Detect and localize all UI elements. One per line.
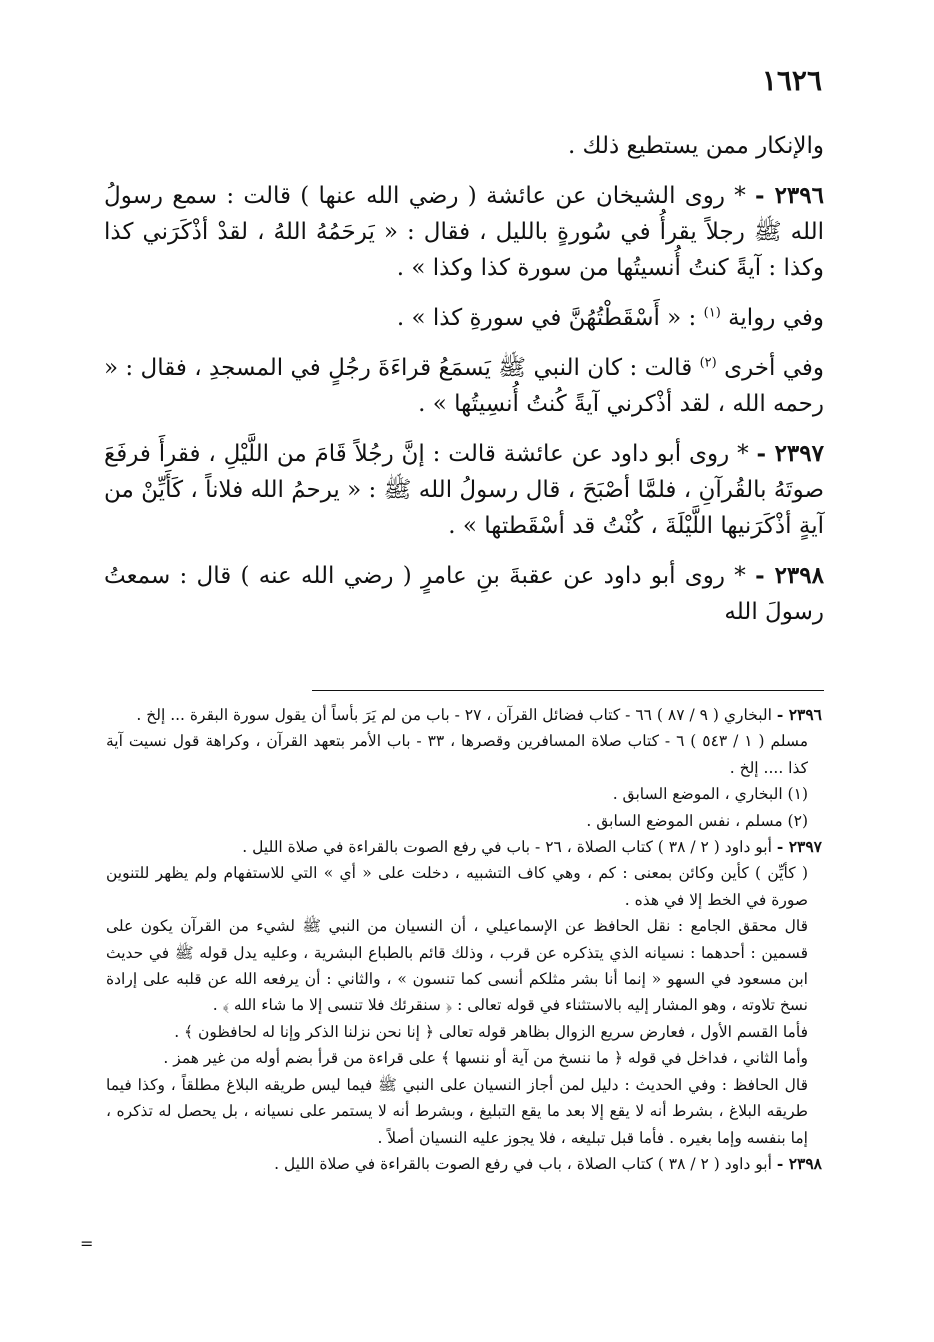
note-text: أبو داود ( ٢ / ٣٨ ) كتاب الصلاة ، ٢٦ - باب في رفع الصوت بالقراءة في صلاة الليل .: [242, 838, 772, 857]
continuation-mark: =: [80, 1234, 94, 1253]
note-number: ٢٣٩٨ -: [776, 1153, 822, 1173]
riwaya-text: قالت : كان النبي ﷺ يَسمَعُ قراءَةَ رجُلٍ في المسجدِ ، فقال : « رحمه الله ، لقد أذْكرني آيةً كُنتُ أُنسِيتُها » .: [104, 355, 824, 417]
hadith-number: ٢٣٩٨ -: [755, 562, 824, 589]
note-number: ٢٣٩٦ -: [776, 705, 822, 724]
riwaya-text: : « أَسْقَطْتُهُنَّ في سورةِ كذا » .: [396, 305, 697, 331]
footnotes: [106, 702, 822, 1177]
hadith-2396: [104, 178, 824, 286]
note-2396: [106, 702, 822, 728]
paragraph-continuation: والإنكار ممن يستطيع ذلك .: [567, 133, 824, 159]
hadith-2397: [104, 436, 824, 544]
footnote-marker: (٢): [699, 355, 717, 371]
riwaya-2: [104, 350, 824, 422]
riwaya-1: [104, 300, 824, 336]
hadith-2398: [104, 558, 824, 630]
note-2397: [106, 834, 822, 860]
note-2398: [106, 1151, 822, 1177]
note-line: فأما القسم الأول ، فعارض سريع الزوال بظاهر قوله تعالى ﴿ إنا نحن نزلنا الذكر وإنا له لحافظون ﴾ .: [174, 1022, 808, 1041]
note-line: مسلم ( ١ / ٥٤٣ ) ٦ - كتاب صلاة المسافرين وقصرها ، ٣٣ - باب الأمر بتعهد القرآن ، وكراهة قول نسيت آية كذا .... إلخ .: [106, 732, 809, 777]
note-footnote-2: (٢) مسلم ، نفس الموضع السابق .: [586, 811, 808, 830]
note-line: قال الحافظ : وفي الحديث : دليل لمن أجاز النسيان على النبي ﷺ فيما ليس طريقه البلاغ مطلقاً ، وكذا فيما طريقه البلاغ ، بشرط أنه لا يقع إلا بعد ما يقع التبليغ ، وبشرط أنه لا يستمر على نسيانه ، بل يحصل له تذكره ، إما بنفسه وإما بغيره . فأما قبل تبليغه ، فلا يجوز عليه النسيان أصلاً .: [106, 1075, 808, 1147]
footnote-divider: [312, 690, 824, 691]
note-footnote-1: (١) البخاري ، الموضع السابق .: [612, 785, 808, 804]
note-line: ( كأيِّن ) كأين وكائن بمعنى : كم ، وهي كاف التشبيه ، دخلت على « أي » التي للاستفهام ولم يظهر للتنوين صورة في الخط إلا في هذه .: [106, 864, 808, 909]
riwaya-label: وفي أخرى: [724, 355, 825, 381]
footnote-marker: (١): [703, 305, 721, 321]
hadith-text: * روى أبو داود عن عقبةَ بنِ عامرٍ ( رضي الله عنه ) قال : سمعتُ رسولَ الله: [104, 563, 824, 625]
hadith-text: * روى الشيخان عن عائشة ( رضي الله عنها ) قالت : سمع رسولُ الله ﷺ رجلاً يقرأُ في سُورةٍ بالليل ، فقال : « يَرحَمُهُ اللهُ ، لقدْ أذْكَرَني كذا وكذا : آيةً كنتُ أُنسيتُها من سورة كذا وكذا » .: [104, 183, 824, 281]
hadith-text: * روى أبو داود عن عائشة قالت : إنَّ رجُلاً قَامَ من اللَّيْلِ ، فقرأَ فرفَعَ صوتَهُ بالقُرآنِ ، فلمَّا أصْبَحَ ، قال رسولُ الله ﷺ : « يرحمُ الله فلاناً ، كَأَيِّنْ من آيةٍ أذْكَرَنيها اللَّيْلَةَ ، كُنْتُ قد أسْقَطتها » .: [104, 441, 824, 539]
note-text: أبو داود ( ٢ / ٣٨ ) كتاب الصلاة ، باب في رفع الصوت بالقراءة في صلاة الليل .: [274, 1154, 772, 1173]
note-text: البخاري ( ٩ / ٨٧ ) ٦٦ - كتاب فضائل القرآن ، ٢٧ - باب من لم يَرَ بأساً أن يقول سورة البقرة ... إلخ .: [136, 706, 772, 724]
note-line: قال محقق الجامع : نقل الحافظ عن الإسماعيلي ، أن النسيان من النبي ﷺ لشيء من القرآن يكون على قسمين : أحدهما : نسيانه الذي يتذكره عن قرب ، وذلك قائم بالطباع البشرية ، وعليه يدل قوله ﷺ في حديث ابن مسعود في السهو « إنما أنا بشر مثلكم أنسى كما تنسون » ، والثاني : أن يرفعه الله عن قلبه على إرادة نسخ تلاوته ، وهو المشار إليه بالاستثناء في قوله تعالى : ﴿ سنقرئك فلا تنسى إلا ما شاء الله ﴾ .: [106, 917, 808, 1015]
note-line: وأما الثاني ، فداخل في قوله ﴿ ما ننسخ من آية أو ننسها ﴾ على قراءة من قرأ بضم أوله من غير همز .: [163, 1049, 808, 1068]
note-number: ٢٣٩٧ -: [776, 837, 822, 857]
main-text: [104, 128, 824, 644]
page-number: ١٦٢٦: [761, 64, 822, 97]
hadith-number: ٢٣٩٦ -: [755, 182, 824, 209]
riwaya-label: وفي رواية: [728, 305, 824, 331]
hadith-number: ٢٣٩٧ -: [756, 440, 824, 467]
